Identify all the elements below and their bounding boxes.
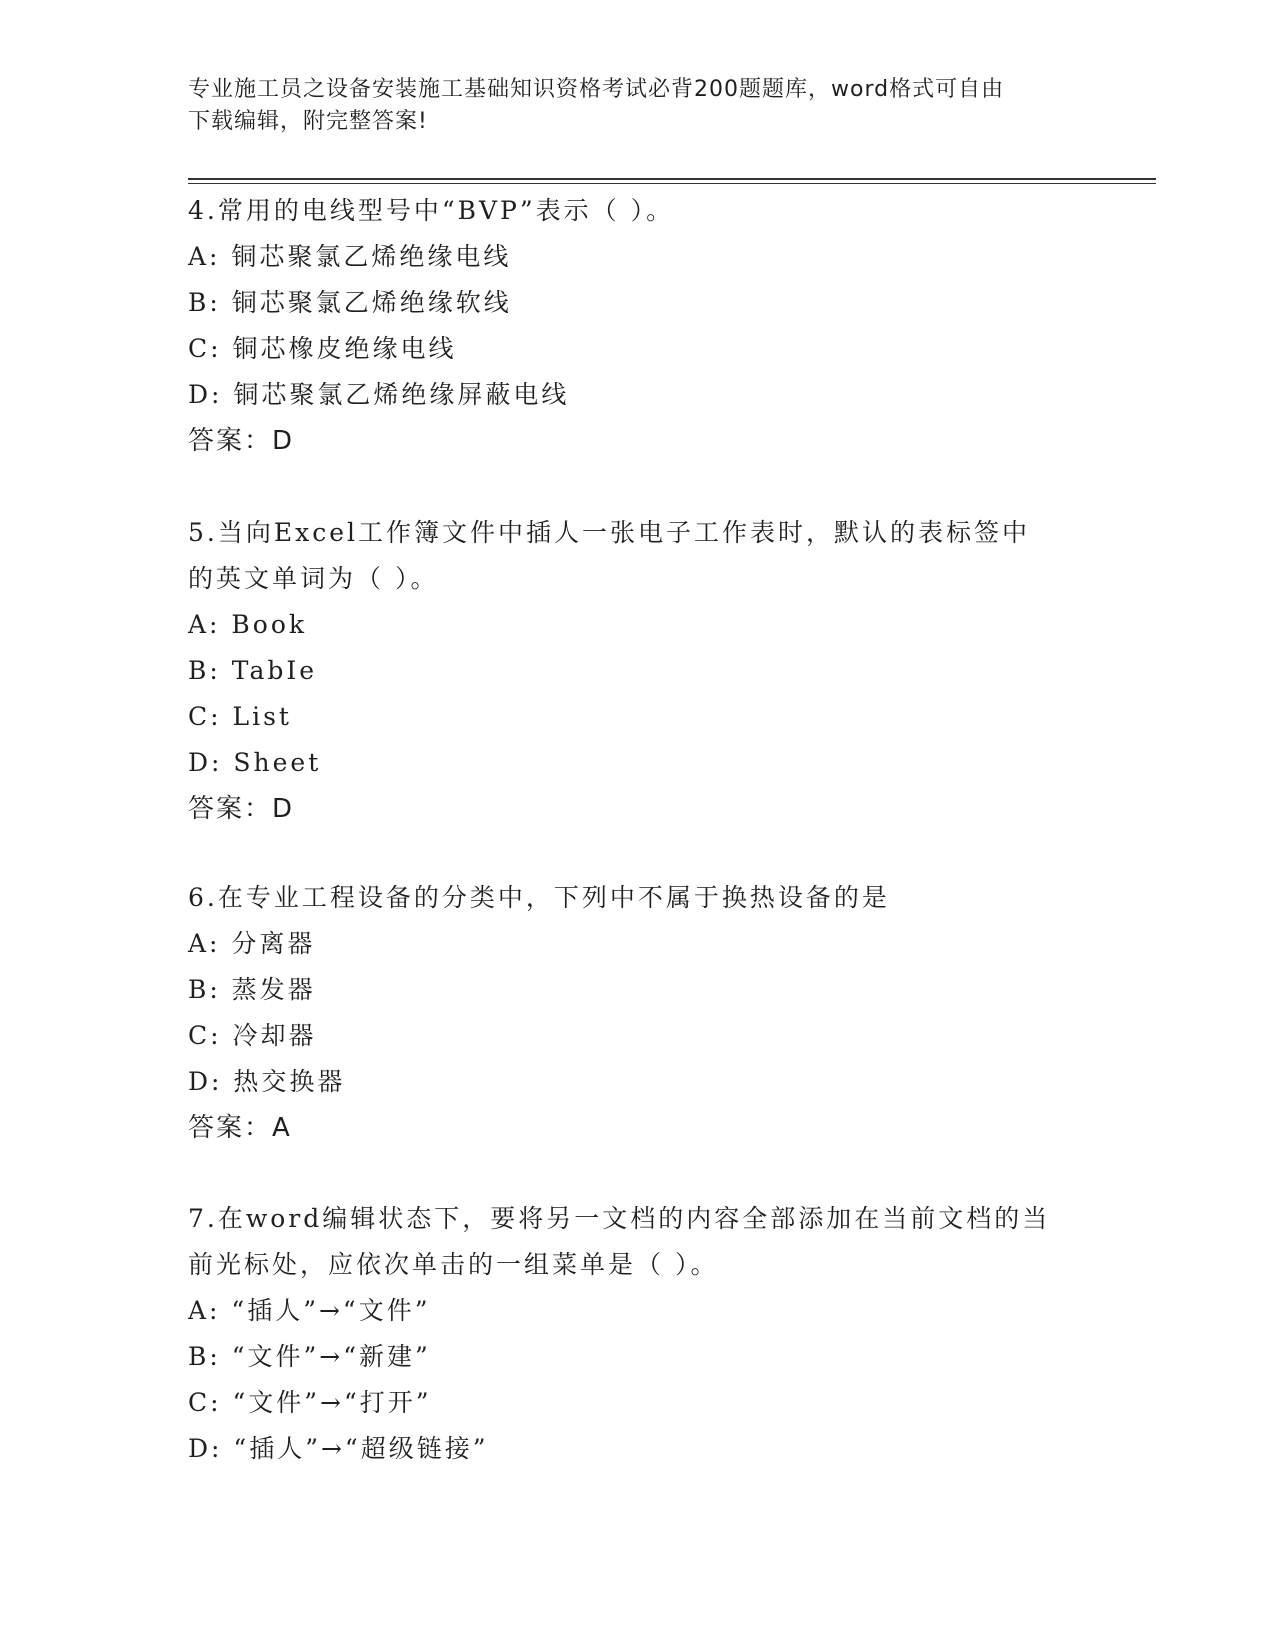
document-header	[188, 74, 1078, 138]
option-b: B: TabIe	[188, 656, 318, 685]
option-b: B: 铜芯聚氯乙烯绝缘软线	[188, 288, 512, 317]
option-b: B: “文件”→“新建”	[188, 1342, 431, 1371]
header-line-2: 下载编辑，附完整答案!	[188, 109, 428, 134]
option-a: A: 铜芯聚氯乙烯绝缘电线	[188, 242, 512, 271]
answer: 答案：A	[188, 1113, 292, 1143]
option-d: D: 铜芯聚氯乙烯绝缘屏蔽电线	[188, 380, 570, 409]
option-c: C: “文件”→“打开”	[188, 1388, 432, 1417]
option-a: A: 分离器	[188, 929, 316, 958]
question-6	[188, 875, 1088, 1151]
option-a: A: Book	[188, 610, 308, 639]
answer: 答案：D	[188, 426, 295, 456]
option-c: C: 冷却器	[188, 1021, 317, 1050]
answer: 答案：D	[188, 794, 295, 824]
header-divider-thick	[188, 178, 1156, 180]
question-stem-continued: 前光标处，应依次单击的一组菜单是（ ）。	[188, 1250, 719, 1279]
question-stem: 7.在word编辑状态下，要将另一文档的内容全部添加在当前文档的当	[188, 1204, 1051, 1233]
header-line-1: 专业施工员之设备安装施工基础知识资格考试必背200题题库，word格式可自由	[188, 77, 1005, 102]
option-b: B: 蒸发器	[188, 975, 316, 1004]
question-5	[188, 510, 1088, 832]
option-d: D: 热交换器	[188, 1067, 346, 1096]
option-d: D: Sheet	[188, 748, 322, 777]
option-c: C: 铜芯橡皮绝缘电线	[188, 334, 457, 363]
question-4	[188, 188, 1088, 464]
question-stem-continued: 的英文单词为（ ）。	[188, 564, 439, 593]
question-stem: 6.在专业工程设备的分类中，下列中不属于换热设备的是	[188, 883, 890, 912]
option-d: D: “插人”→“超级链接”	[188, 1434, 489, 1463]
option-c: C: List	[188, 702, 292, 731]
question-stem: 5.当向Excel工作簿文件中插人一张电子工作表时，默认的表标签中	[188, 518, 1030, 547]
question-7	[188, 1196, 1088, 1472]
header-divider-thin	[188, 183, 1156, 184]
option-a: A: “插人”→“文件”	[188, 1296, 431, 1325]
question-stem: 4.常用的电线型号中“BVP”表示（ ）。	[188, 196, 675, 225]
